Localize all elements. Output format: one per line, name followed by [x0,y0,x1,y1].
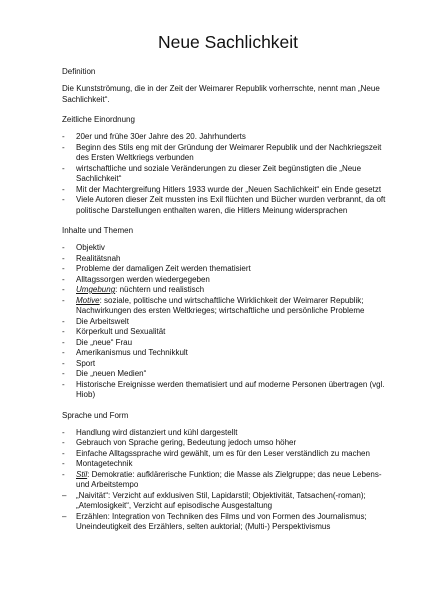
list-item [62,296,394,317]
list-dash: - [62,348,65,357]
list-item [62,438,394,449]
list-dash: - [62,243,65,252]
list-dash: - [62,274,65,284]
list-item-text: : soziale, politische und wirtschaftliche Wirklichkeit der Weimarer Republik; Nachwirkungen des ersten Weltkrieges; wirtschaftliche und persönliche Probleme [76,295,365,315]
list-item [62,348,394,359]
list-dash: - [62,163,65,173]
list-item-text: Erzählen: Integration von Techniken des Films und von Formen des Journalismus; Uneindeutigkeit des Erzählers, selten auktorial; (Multi-) Perspektivismus [76,511,367,531]
list-item [62,164,394,185]
list-dash: - [62,142,65,152]
list-item [62,338,394,349]
list-item-text: Handlung wird distanziert und kühl dargestellt [76,427,238,437]
list-item [62,459,394,470]
list-item [62,428,394,439]
list-dash: - [62,337,65,347]
list-item-text: Viele Autoren dieser Zeit mussten ins Exil flüchten und Bücher wurden verbrannt, da oft politische Darstellungen enthalten waren, die Hitlers Meinung widersprachen [76,195,386,215]
list-item-text: 20er und frühe 30er Jahre des 20. Jahrhunderts [76,132,246,141]
list-item-text: Probleme der damaligen Zeit werden thematisiert [76,264,251,273]
list-item-text: : Demokratie: aufklärerische Funktion; die Masse als Zielgruppe; das neue Lebens- und Arbeitstempo [76,469,382,489]
list-item-text: Historische Ereignisse werden thematisiert und auf moderne Personen übertragen (vgl. Hiob) [76,379,385,399]
list-dash: - [62,285,65,294]
list-item [62,264,394,275]
list-dash: - [62,184,65,194]
list-item [62,449,394,460]
list-item-text: Mit der Machtergreifung Hitlers 1933 wurde der „Neuen Sachlichkeit“ ein Ende gesetzt [76,184,382,194]
list-item [62,195,394,216]
list-dash: - [62,132,65,141]
list-dash: - [62,369,65,378]
page-title: Neue Sachlichkeit [157,32,299,52]
list-dash: - [62,316,65,326]
list-item-text: Gebrauch von Sprache gering, Bedeutung jedoch umso höher [76,438,297,447]
list-item-text: Objektiv [76,243,105,252]
list-item [62,132,394,143]
list-dash: - [62,469,65,479]
list-item [62,491,394,512]
definition-text: Die Kunstströmung, die in der Zeit der Weimarer Republik vorherrschte, nennt man „Neue Sachlichkeit“. [62,84,380,104]
sprache-list [62,428,394,533]
list-dash: - [62,427,65,437]
list-item-text: Alltagssorgen werden wiedergegeben [76,274,210,284]
section-heading-zeitliche-einordnung: Zeitliche Einordnung [62,115,135,124]
list-item-text: „Naivität“: Verzicht auf exklusiven Stil, Lapidarstil; Objektivität, Tatsachen(-roman); „Atemlosigkeit“, Verzicht auf episodische Ausgestaltung [76,490,366,510]
list-dash: – [62,511,67,521]
list-item-text: : nüchtern und realistisch [115,285,205,294]
list-item [62,185,394,196]
list-dash: – [62,490,67,500]
list-item-text: Amerikanismus und Technikkult [76,348,188,357]
list-item-text: Montagetechnik [76,459,133,468]
list-item-text: wirtschaftliche und soziale Veränderungen zu dieser Zeit begünstigten die „Neue Sachlichkeit“ [76,163,362,183]
list-item [62,369,394,380]
list-item [62,143,394,164]
list-dash: - [62,253,65,263]
list-item-text: Körperkult und Sexualität [76,327,166,336]
list-item-text: Beginn des Stils eng mit der Gründung der Weimarer Republik und der Nachkriegszeit des Ersten Weltkriegs verbunden [76,142,382,162]
list-item-text: Einfache Alltagssprache wird gewählt, um es für den Leser verständlich zu machen [76,448,370,458]
list-item-text: Realitätsnah [76,253,121,263]
list-item-text: Die „neue“ Frau [76,337,133,347]
list-dash: - [62,358,65,368]
list-item-term: Umgebung [76,285,116,294]
list-dash: - [62,195,65,204]
list-item [62,380,394,401]
list-item-term: Stil [76,469,88,479]
list-dash: - [62,295,65,305]
inhalte-list [62,243,394,401]
list-dash: - [62,448,65,458]
section-heading-sprache-und-form: Sprache und Form [62,410,129,420]
list-item [62,243,394,254]
section-heading-inhalte-und-themen: Inhalte und Themen [62,226,134,235]
list-item [62,317,394,328]
zeitliche-list [62,132,394,216]
list-item [62,327,394,338]
list-item [62,254,394,265]
section-heading-definition: Definition [62,67,96,76]
list-item [62,512,394,533]
list-dash: - [62,264,65,273]
list-item [62,285,394,296]
list-dash: - [62,379,65,389]
list-item-text: Die Arbeitswelt [76,316,129,326]
list-item [62,359,394,370]
list-dash: - [62,438,65,447]
list-item-text: Sport [76,358,96,368]
list-item [62,275,394,286]
list-item [62,470,394,491]
list-item-text: Die „neuen Medien“ [76,369,147,378]
list-dash: - [62,327,65,336]
list-dash: - [62,459,65,468]
list-item-term: Motive [76,295,100,305]
